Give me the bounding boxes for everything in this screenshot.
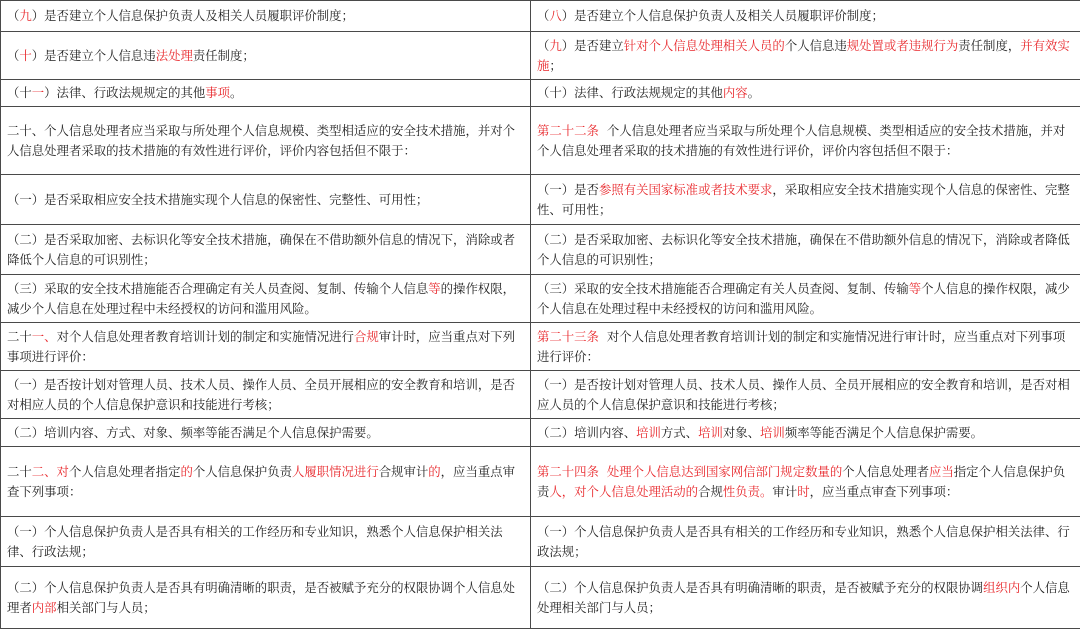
cell-text: （ xyxy=(537,38,549,53)
new-version-cell xyxy=(531,323,1080,371)
cell-text: 方式、 xyxy=(661,425,698,440)
old-version-cell xyxy=(1,517,531,567)
cell-text: 频率等能否满足个人信息保护需要。 xyxy=(785,425,983,440)
new-version-cell xyxy=(531,1,1080,32)
highlighted-text: 等 xyxy=(909,281,921,296)
cell-text: 责任制度； xyxy=(193,48,255,63)
cell-text: 的操作权限，减少个人信息在处理过程中未经授权的访问和滥用风险。 xyxy=(7,281,515,316)
highlighted-text: 内容 xyxy=(723,85,748,100)
new-version-cell xyxy=(531,371,1080,419)
highlighted-text: 参照有关国家标准或者技术要求 xyxy=(599,182,772,197)
comparison-row xyxy=(1,175,1080,225)
highlighted-text: 培训 xyxy=(636,425,661,440)
cell-text: 审计时，应当重点对下列事项进行评价： xyxy=(7,329,515,364)
new-version-cell xyxy=(531,80,1080,107)
old-version-cell xyxy=(1,447,531,517)
cell-text: ； xyxy=(549,58,561,73)
cell-text: 个人信息处理相关部门与人员； xyxy=(537,580,1070,615)
highlighted-text: 的 xyxy=(428,464,440,479)
cell-text: 个人信息保护负责 xyxy=(193,464,292,479)
highlighted-text: 等 xyxy=(428,281,440,296)
comparison-row xyxy=(1,517,1080,567)
cell-text: （一）是否按计划对管理人员、技术人员、操作人员、全员开展相应的安全教育和培训，是否对相应人员的个人信息保护意识和技能进行考核； xyxy=(7,377,515,412)
cell-text: （二）个人信息保护负责人是否具有明确清晰的职责，是否被赋予充分的权限协调 xyxy=(537,580,983,595)
old-version-cell xyxy=(1,107,531,175)
cell-text: ，应当重点审查下列事项： xyxy=(810,484,959,499)
cell-text: （二）培训内容、 xyxy=(537,425,636,440)
cell-text: ，应当重点审查下列事项： xyxy=(7,464,515,499)
cell-text: ）是否建立个人信息保护负责人及相关人员履职评价制度； xyxy=(562,8,884,23)
highlighted-text: 性负责。 xyxy=(723,484,773,499)
highlighted-text: 第二十四条 xyxy=(537,464,599,479)
highlighted-text: 八 xyxy=(549,8,561,23)
cell-text: （二）是否采取加密、去标识化等安全技术措施，确保在不借助额外信息的情况下，消除或者降低个人信息的可识别性； xyxy=(7,232,515,267)
cell-text: ）是否建立个人信息违 xyxy=(32,48,156,63)
comparison-row xyxy=(1,80,1080,107)
cell-text: （二）个人信息保护负责人是否具有明确清晰的职责，是否被赋予充分的权限协调个人信息处理者 xyxy=(7,580,515,615)
new-version-cell xyxy=(531,275,1080,323)
cell-text: 审计 xyxy=(772,484,797,499)
highlighted-text: 针对个人信息处理相关人员的 xyxy=(624,38,785,53)
highlighted-text: 规处置或者违规行为 xyxy=(847,38,959,53)
cell-text: （一）是否采取相应安全技术措施实现个人信息的保密性、完整性、可用性； xyxy=(7,192,428,207)
old-version-cell xyxy=(1,225,531,275)
cell-text: 个人信息违 xyxy=(785,38,847,53)
highlighted-text: 人，对个人信息处理活动的 xyxy=(549,484,698,499)
highlighted-text: 的 xyxy=(180,464,192,479)
highlighted-text: 第二十三条 xyxy=(537,329,599,344)
highlighted-text: 二、对 xyxy=(32,464,69,479)
cell-text: （一）是否 xyxy=(537,182,599,197)
comparison-row xyxy=(1,419,1080,447)
highlighted-text: 事项 xyxy=(205,85,230,100)
cell-text xyxy=(599,464,607,479)
cell-text: 二十、个人信息处理者应当采取与所处理个人信息规模、类型相适应的安全技术措施，并对个人信息处理者采取的技术措施的有效性进行评价，评价内容包括但不限于： xyxy=(7,123,515,158)
cell-text: （二）培训内容、方式、对象、频率等能否满足个人信息保护需要。 xyxy=(7,425,379,440)
cell-text: （三）采取的安全技术措施能否合理确定有关人员查阅、复制、传输个人信息 xyxy=(7,281,428,296)
cell-text: 合规审计 xyxy=(379,464,429,479)
cell-text: ）是否建立个人信息保护负责人及相关人员履职评价制度； xyxy=(32,8,354,23)
cell-text: 。 xyxy=(230,85,242,100)
new-version-cell xyxy=(531,32,1080,80)
cell-text: 个人信息处理者指定 xyxy=(69,464,181,479)
cell-text: （一）是否按计划对管理人员、技术人员、操作人员、全员开展相应的安全教育和培训，是否对相应人员的个人信息保护意识和技能进行考核； xyxy=(537,377,1070,412)
old-version-cell xyxy=(1,32,531,80)
new-version-cell xyxy=(531,419,1080,447)
cell-text: 个人信息处理者应当采取与所处理个人信息规模、类型相适应的安全技术措施，并对个人信息处理者采取的技术措施的有效性进行评价，评价内容包括但不限于： xyxy=(537,123,1065,158)
comparison-row xyxy=(1,225,1080,275)
highlighted-text: 十 xyxy=(19,48,31,63)
highlighted-text: 合规 xyxy=(354,329,379,344)
cell-text: 。 xyxy=(748,85,760,100)
highlighted-text: 九 xyxy=(19,8,31,23)
highlighted-text: 法处理 xyxy=(156,48,193,63)
cell-text: ）法律、行政法规规定的其他 xyxy=(44,85,205,100)
cell-text: 相关部门与人员； xyxy=(57,600,156,615)
comparison-table-body xyxy=(1,1,1080,629)
cell-text: （ xyxy=(537,8,549,23)
old-version-cell xyxy=(1,419,531,447)
cell-text: 个人信息处理者 xyxy=(842,464,929,479)
highlighted-text: 一 xyxy=(32,85,44,100)
comparison-row xyxy=(1,447,1080,517)
old-version-cell xyxy=(1,567,531,629)
highlighted-text: 处理个人信息达到国家网信部门规定数量的 xyxy=(607,464,842,479)
cell-text: ）是否建立 xyxy=(562,38,624,53)
highlighted-text: 组织内 xyxy=(983,580,1020,595)
cell-text: 二十 xyxy=(7,464,32,479)
highlighted-text: 人履职情况进行 xyxy=(292,464,379,479)
highlighted-text: 培训 xyxy=(698,425,723,440)
old-version-cell xyxy=(1,275,531,323)
cell-text: 对个人信息处理者教育培训计划的制定和实施情况进行审计时，应当重点对下列事项进行评价： xyxy=(537,329,1065,364)
cell-text: （十）法律、行政法规规定的其他 xyxy=(537,85,723,100)
comparison-row xyxy=(1,371,1080,419)
cell-text: 指定个人信息保护负责 xyxy=(537,464,1065,499)
old-version-cell xyxy=(1,80,531,107)
highlighted-text: 并有效实施 xyxy=(537,38,1070,73)
new-version-cell xyxy=(531,517,1080,567)
old-version-cell xyxy=(1,323,531,371)
old-version-cell xyxy=(1,371,531,419)
new-version-cell xyxy=(531,225,1080,275)
cell-text: （十 xyxy=(7,85,32,100)
new-version-cell xyxy=(531,447,1080,517)
highlighted-text: 培训 xyxy=(760,425,785,440)
cell-text: （ xyxy=(7,8,19,23)
highlighted-text: 一、 xyxy=(32,329,57,344)
comparison-row xyxy=(1,1,1080,32)
comparison-row xyxy=(1,275,1080,323)
highlighted-text: 第二十二条 xyxy=(537,123,599,138)
cell-text: 对象、 xyxy=(723,425,760,440)
comparison-row xyxy=(1,107,1080,175)
cell-text: （一）个人信息保护负责人是否具有相关的工作经历和专业知识，熟悉个人信息保护相关法律、行政法规； xyxy=(537,524,1070,559)
comparison-row xyxy=(1,567,1080,629)
highlighted-text: 内部 xyxy=(32,600,57,615)
cell-text: 个人信息的操作权限，减少个人信息在处理过程中未经授权的访问和滥用风险。 xyxy=(537,281,1070,316)
highlighted-text: 时 xyxy=(797,484,809,499)
highlighted-text: 应当 xyxy=(929,464,954,479)
cell-text: （一）个人信息保护负责人是否具有相关的工作经历和专业知识，熟悉个人信息保护相关法律、行政法规； xyxy=(7,524,503,559)
new-version-cell xyxy=(531,175,1080,225)
cell-text: ，采取相应安全技术措施实现个人信息的保密性、完整性、可用性； xyxy=(537,182,1070,217)
cell-text: （ xyxy=(7,48,19,63)
new-version-cell xyxy=(531,567,1080,629)
new-version-cell xyxy=(531,107,1080,175)
comparison-row xyxy=(1,323,1080,371)
comparison-row xyxy=(1,32,1080,80)
cell-text: 责任制度， xyxy=(958,38,1020,53)
cell-text: （三）采取的安全技术措施能否合理确定有关人员查阅、复制、传输 xyxy=(537,281,909,296)
old-version-cell xyxy=(1,175,531,225)
cell-text: 二十 xyxy=(7,329,32,344)
cell-text: （二）是否采取加密、去标识化等安全技术措施，确保在不借助额外信息的情况下，消除或者降低个人信息的可识别性； xyxy=(537,232,1070,267)
cell-text: 对个人信息处理者教育培训计划的制定和实施情况进行 xyxy=(57,329,354,344)
highlighted-text: 九 xyxy=(549,38,561,53)
old-version-cell xyxy=(1,1,531,32)
cell-text: 合规 xyxy=(698,484,723,499)
